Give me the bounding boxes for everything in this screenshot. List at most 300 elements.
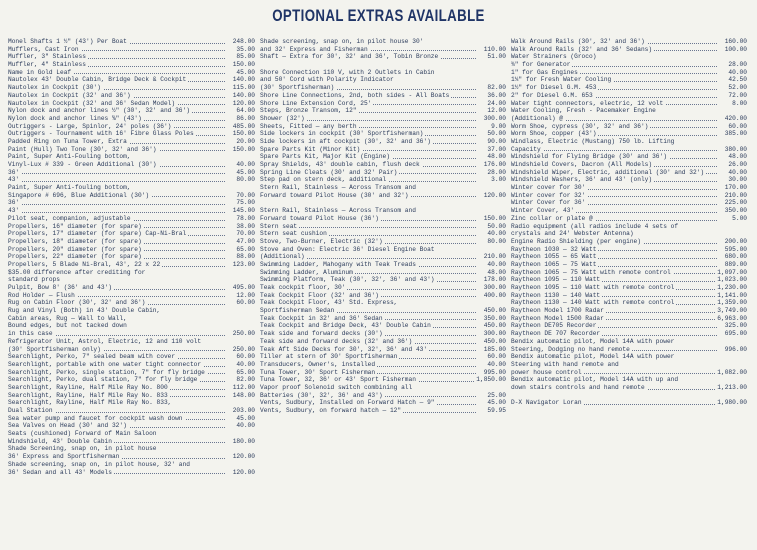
item-price: 25.00 (487, 391, 506, 399)
price-list-item (8, 176, 255, 184)
price-list-item (8, 469, 255, 477)
item-price: 350.00 (724, 207, 747, 215)
item-price: 1,850.00 (476, 376, 506, 384)
item-description: Worm Shoe, copper (43') (511, 130, 597, 138)
item-description: Tuna Tower, 32, 36' or 43' Sport Fisherman (260, 376, 416, 384)
item-price: 60.00 (728, 122, 747, 130)
item-description: Forward toward Pilot House (36') (260, 214, 379, 222)
item-description: Raytheon DE705 Recorder (511, 322, 597, 330)
item-price: 60.00 (236, 299, 255, 307)
item-price: 9.00 (491, 122, 506, 130)
item-description: Bendix automatic pilot, Model 14A with power (511, 353, 675, 361)
item-price: 50.00 (487, 222, 506, 230)
item-description: Raytheon 1130 — 140 Watt (511, 291, 601, 299)
item-description: Searchlight, Rayline, Half Mile Ray No. 833 (8, 391, 168, 399)
item-price: 120.00 (483, 191, 506, 199)
item-description: Radio equipment (all radios include 4 sets of (511, 222, 679, 230)
item-description: Propellers, 18" diameter (for spare) (8, 237, 142, 245)
price-list-item (260, 338, 506, 346)
price-list-item (260, 53, 506, 61)
item-price: 40.00 (728, 68, 747, 76)
item-price: 150.00 (232, 145, 255, 153)
price-list-item (260, 353, 506, 361)
price-list-item (260, 184, 506, 192)
item-description: Side lockers in aft cockpit (30', 32' and 36') (260, 137, 431, 145)
item-price: 380.00 (724, 145, 747, 153)
price-list-item (8, 407, 255, 415)
item-price: 325.00 (724, 322, 747, 330)
item-description: Water Strainers (Groco) (511, 53, 597, 61)
item-description: Windshield Wiper, Electric, additional (30' and 32') (511, 168, 705, 176)
item-price: 59.95 (487, 407, 506, 414)
column-3 (511, 38, 747, 407)
price-list-item (511, 353, 747, 361)
price-list-item (8, 399, 255, 407)
price-list-item (260, 223, 506, 231)
item-description: Shade screening, snap on, in pilot house, 32' and (8, 460, 190, 468)
price-list-item (8, 284, 255, 292)
item-description: ¾" for Generator (511, 61, 571, 69)
item-price: 1,359.00 (717, 299, 747, 307)
item-price: 680.00 (724, 253, 747, 261)
item-price: 140.00 (232, 76, 255, 84)
item-description: Steps, Bronze Transom, 12" (260, 107, 357, 115)
item-price: 112.00 (232, 383, 255, 391)
item-price: 120.00 (232, 468, 255, 476)
price-list-item (8, 215, 255, 223)
item-description: $35.00 difference after crediting for (8, 268, 146, 276)
price-list-item (260, 238, 506, 246)
price-list-item (8, 223, 255, 231)
item-description: Rod Holder — Flush (8, 291, 75, 299)
item-description: Monel Shafts 1 ½" (43') Per Boat (8, 38, 127, 45)
item-price: 65.00 (236, 245, 255, 253)
item-description: Vents, Sudbury, on forward hatch — 12" (260, 407, 402, 414)
item-description: Rug and Vinyl (Both) in 43' Double Cabin, (8, 307, 161, 315)
item-description: Vents, Sudbury, Installed on Forward Hatch — 9" (260, 399, 435, 407)
price-list-item (8, 138, 255, 146)
item-price: 996.00 (724, 345, 747, 353)
item-description: and 50' Cord with Polarity Indicator (260, 76, 394, 84)
item-price: 250.00 (232, 345, 255, 353)
item-description: 36' (8, 199, 20, 207)
item-description: crystals and 24' Webster Antenna) (511, 230, 634, 238)
item-description: Teak side and forward decks (30') (260, 330, 383, 338)
price-list-item (260, 38, 506, 46)
item-price: 45.00 (236, 68, 255, 76)
price-list-item (260, 130, 506, 138)
item-price: 160.00 (724, 38, 747, 45)
price-list-item (511, 261, 747, 269)
price-list-item (260, 153, 506, 161)
item-description: Searchlight, Perko, single station, 7" for fly bridge (8, 368, 205, 376)
item-description: Stern Rail, Stainless — Across Transom and (260, 184, 416, 192)
price-list-item (511, 123, 747, 131)
price-list-item (260, 69, 506, 77)
item-description: Spare Parts Kit (Minor Kit) (260, 145, 361, 153)
price-list-item (8, 169, 255, 177)
item-description: Raytheon DE 707 Recorder (511, 330, 601, 338)
item-description: Searchlight, Rayline, Half Mile Ray No. 833, (8, 399, 172, 407)
item-price: 248.00 (232, 38, 255, 45)
price-list-item (8, 376, 255, 384)
price-list-item (260, 361, 506, 369)
item-price: 40.00 (236, 422, 255, 430)
item-description: Raytheon 1095 — 110 Watt (511, 276, 601, 284)
price-list-item (511, 292, 747, 300)
item-description: Seats (cushioned) Forward of Main Saloon (8, 430, 157, 438)
price-list-item (8, 100, 255, 108)
price-list-item (511, 161, 747, 169)
item-description: 1½" for Diesel G.M. 453 (511, 84, 597, 92)
price-list-item (8, 61, 255, 69)
price-list-item (8, 461, 255, 469)
item-description: Windshield Washers, 36' and 43' (only) (511, 176, 653, 184)
item-description: Shore Line Extension Cord, 25' (260, 99, 372, 107)
item-description: Zinc collar or plate @ (511, 214, 593, 222)
item-price: 1,980.00 (717, 399, 747, 407)
item-description: Muffler, 4" Stainless (8, 61, 86, 69)
price-list-item (260, 169, 506, 177)
item-description: Paint, Super Anti-Fouling bottom, (8, 153, 131, 161)
price-list-item (8, 92, 255, 100)
item-description: 43' (8, 176, 20, 184)
item-price: 385.00 (724, 130, 747, 138)
item-description: Muffler, 3" Stainless (8, 53, 86, 61)
item-price: 82.00 (487, 84, 506, 92)
price-list-item (260, 84, 506, 92)
item-price: 47.00 (236, 237, 255, 245)
item-price: 595.00 (724, 245, 747, 253)
item-description: Outriggers - Tournament with 16' Fibre Glass Poles (8, 130, 194, 138)
price-list-item (511, 253, 747, 261)
item-price: 3.00 (491, 176, 506, 184)
price-list-item (511, 269, 747, 277)
item-price: 12.00 (236, 291, 255, 299)
item-description: Steering, Dodging no hand remote (511, 345, 630, 353)
item-price: 60.00 (236, 353, 255, 361)
price-list-item (8, 261, 255, 269)
price-list-item (8, 384, 255, 392)
item-description: Padded Ring on Tuna Tower, Extra (8, 137, 127, 145)
price-list-item (260, 92, 506, 100)
price-list-item (8, 445, 255, 453)
price-list-item (8, 207, 255, 215)
price-list-item (260, 61, 506, 69)
item-description: Windlass, Electric (Mustang) 750 lb. Lifting (511, 137, 675, 145)
price-list-item (8, 184, 255, 192)
item-price: 37.00 (487, 145, 506, 153)
price-list-item (260, 215, 506, 223)
item-price: 45.00 (487, 399, 506, 407)
price-list-item (260, 192, 506, 200)
price-list-item (8, 238, 255, 246)
item-description: Windshield, 43' Double Cabin (8, 437, 112, 445)
item-description: Water tight connectors, electric, 12 volt (511, 99, 664, 107)
price-list-item (511, 199, 747, 207)
price-list-item (511, 376, 747, 384)
item-description: Stern seat cushion (260, 230, 327, 238)
price-list-item (511, 315, 747, 323)
price-list-item (8, 84, 255, 92)
column-2 (260, 38, 506, 415)
price-list-item (511, 322, 747, 330)
price-list-item (8, 246, 255, 254)
price-list-item (511, 69, 747, 77)
price-list-item (511, 84, 747, 92)
item-description: Bound edges, but not tacked down (8, 322, 127, 330)
item-price: 420.00 (724, 114, 747, 122)
item-description: Pulpit, Bow 8' (36' and 43') (8, 284, 112, 291)
item-description: Sea Valves on Head (30' and 32') (8, 422, 127, 430)
price-list-item (260, 307, 506, 315)
item-price: 12.00 (487, 107, 506, 115)
price-list-item (260, 46, 506, 54)
price-list-item (511, 223, 747, 231)
item-price: 450.00 (483, 322, 506, 330)
item-price: 40.00 (487, 360, 506, 368)
item-price: 38.00 (236, 222, 255, 230)
item-price: 40.00 (487, 230, 506, 238)
item-description: 1¼" for Fresh Water Cooling (511, 76, 612, 84)
item-description: Stern Rail, Stainless — Across Transom and (260, 207, 416, 215)
price-list-item (511, 284, 747, 292)
item-description: Raytheon 1055 — 65 Watt (511, 253, 597, 261)
item-price: 145.00 (232, 207, 255, 215)
price-list-item (8, 53, 255, 61)
item-description: 36' (8, 168, 20, 176)
item-price: 140.00 (232, 91, 255, 99)
price-list-item (511, 369, 747, 377)
item-price: 48.00 (487, 268, 506, 276)
item-price: 150.00 (232, 61, 255, 69)
item-price: 180.00 (232, 437, 255, 445)
price-list-item (8, 453, 255, 461)
price-list-item (8, 369, 255, 377)
price-list-item (511, 92, 747, 100)
item-price: 300.00 (483, 284, 506, 291)
item-description: Tuna Tower, 30' Sport Fisherman (260, 368, 376, 376)
item-description: Walk Around Rails (30', 32' and 36') (511, 38, 645, 45)
item-description: Raytheon 1065 — 75 Watt (511, 260, 597, 268)
item-price: 48.00 (728, 153, 747, 161)
item-description: Winter cover for 32' (511, 191, 586, 199)
item-description: Stove, Two-Burner, Electric (32') (260, 237, 383, 245)
item-price: 40.00 (236, 360, 255, 368)
item-price: 150.00 (483, 214, 506, 222)
item-price: 60.00 (487, 353, 506, 361)
price-list-item (511, 276, 747, 284)
item-price: 170.00 (724, 184, 747, 192)
price-list-item (511, 346, 747, 354)
item-price: 86.00 (236, 114, 255, 122)
item-description: Teak side and forward decks (32' and 36') (260, 337, 413, 345)
item-price: 26.00 (728, 161, 747, 168)
item-description: Nautolex in Cockpit (30') (8, 84, 101, 92)
price-list-item (511, 399, 747, 407)
price-list-item (511, 146, 747, 154)
price-list-item (8, 322, 255, 330)
item-description: Sportfisherman Sedan (260, 307, 335, 315)
price-list-item (511, 130, 747, 138)
item-price: 75.00 (236, 199, 255, 207)
price-list-item (511, 392, 747, 400)
item-price: 148.00 (232, 391, 255, 399)
item-description: Searchlight, Rayline, Half Mile Ray No. 800 (8, 383, 168, 391)
item-description: 36' Express and Sportfisherman (8, 453, 120, 461)
price-list-item (260, 384, 506, 392)
item-description: Stern seat (260, 222, 298, 230)
price-list-item (8, 123, 255, 131)
price-list-item (260, 407, 506, 415)
item-description: Spray Shields, 43' double cabin, flush deck (260, 161, 420, 168)
price-list-item (8, 199, 255, 207)
item-description: Raytheon Model 1500 Radar (511, 314, 604, 322)
item-description: Worm Shoe, cypress (30', 32' and 36') (511, 122, 649, 130)
item-price: 400.00 (483, 291, 506, 299)
item-description: Propellers, 17" diameter (for spare) Cap-Ni-Bral (8, 230, 187, 238)
item-price: 203.00 (232, 407, 255, 414)
item-price: 30.00 (728, 176, 747, 184)
item-description: Paint (Hull) Two Tone (30', 32' and 36') (8, 145, 157, 153)
item-price: 889.00 (724, 260, 747, 268)
price-list-item (260, 299, 506, 307)
price-list-item (511, 38, 747, 46)
item-description: Searchlight, Perko, 7" sealed beam with cover (8, 353, 176, 361)
item-price: 8.00 (732, 99, 747, 107)
price-list-item (260, 76, 506, 84)
item-price: 45.00 (236, 414, 255, 422)
item-description: Stove and Oven: Electric 36' Diesel Engine Boat (260, 245, 435, 253)
item-price: 28.00 (487, 168, 506, 176)
item-description: Teak Cockpit Floor (32' and 36') (260, 291, 379, 299)
price-list-item (260, 123, 506, 131)
price-list-item (8, 192, 255, 200)
price-list-item (511, 246, 747, 254)
price-list-item (8, 253, 255, 261)
item-description: Nautolex 43' Double Cabin, Bridge Deck & Cockpit (8, 76, 187, 84)
item-description: Raytheon Model 1700 Radar (511, 307, 604, 315)
item-description: Propellers, 22" diameter (for spare) (8, 253, 142, 261)
item-price: 40.00 (236, 161, 255, 168)
item-description: 36' Sedan and all 43' Models (8, 468, 112, 476)
item-description: Bendix automatic pilot, Model 14A with up and (511, 376, 679, 384)
item-price: 24.00 (487, 99, 506, 107)
item-description: Capacity (511, 145, 541, 153)
item-description: Winter cover for 30' (511, 184, 586, 192)
item-description: Dual Station (8, 407, 53, 414)
item-price: 3,749.00 (717, 307, 747, 315)
item-description: Winter Cover for 36' (511, 199, 586, 207)
item-price: 80.00 (487, 237, 506, 245)
price-list-item (511, 192, 747, 200)
item-description: Rug on Cabin Floor (30', 32' and 36') (8, 299, 146, 307)
price-list-item (8, 230, 255, 238)
item-description: Singapore # 696, Blue Additional (30') (8, 191, 150, 199)
item-price: 300.00 (483, 114, 506, 122)
item-description: Outriggers - Large, Spinlor, 24' poles (36') (8, 122, 172, 130)
item-description: Shore Line Connections, 2nd, both sides - All Boats (260, 91, 450, 99)
item-description: Raytheon 1065 — 75 Watt with remote control (511, 268, 671, 276)
column-1 (8, 38, 255, 476)
price-list-item (511, 338, 747, 346)
item-description: (Additional) (260, 253, 305, 261)
item-price: 5.00 (732, 214, 747, 222)
item-price: 300.00 (483, 330, 506, 338)
item-price: 225.00 (724, 199, 747, 207)
price-list-item (260, 369, 506, 377)
item-price: 70.00 (236, 191, 255, 199)
item-description: Shaft — Extra for 30', 32' and 36', Tobin Bronze (260, 53, 439, 61)
item-price: 90.00 (487, 137, 506, 145)
item-description: Tiller at stern of 30' Sportfisherman (260, 353, 398, 361)
item-price: 80.00 (236, 176, 255, 184)
item-price: 695.00 (724, 330, 747, 338)
item-description: Forward toward Pilot House (30' and 32') (260, 191, 409, 199)
item-price: 350.00 (483, 314, 506, 322)
item-description: D-X Navigator Loran (511, 399, 582, 407)
item-description: Shade screening, snap on, in pilot house 30' (260, 38, 424, 45)
price-list-item (511, 53, 747, 61)
price-list-item (260, 269, 506, 277)
price-list-item (511, 176, 747, 184)
item-price: 45.00 (236, 168, 255, 176)
item-price: 72.00 (728, 91, 747, 99)
item-price: 65.00 (236, 368, 255, 376)
price-list-item (8, 299, 255, 307)
item-price: 185.00 (483, 345, 506, 353)
item-price: 48.00 (487, 153, 506, 161)
item-price: 64.00 (236, 107, 255, 115)
price-list-item (260, 146, 506, 154)
price-list-item (8, 161, 255, 169)
item-description: Propellers, 16" diameter (for spare) (8, 222, 142, 230)
item-price: 88.00 (236, 253, 255, 261)
price-list-item (260, 292, 506, 300)
item-description: Raytheon 1130 — 140 Watt with remote control (511, 299, 675, 307)
price-list-item (8, 115, 255, 123)
price-list-item (260, 253, 506, 261)
price-list-item (8, 338, 255, 346)
item-description: Batteries (30', 32', 36' and 43') (260, 391, 383, 399)
item-description: Spare Parts Kit, Major Kit (Engine) (260, 153, 390, 161)
item-description: Teak Cockpit Floor, 43' Std. Express, (260, 299, 398, 307)
price-list-item (260, 276, 506, 284)
price-list-item (8, 38, 255, 46)
item-price: 995.00 (483, 368, 506, 376)
price-list-item (511, 153, 747, 161)
item-description: Swimming Ladder, Aluminum (260, 268, 353, 276)
item-description: Nylon dock and anchor lines ½" (30', 32' and 36') (8, 107, 190, 115)
price-list-item (260, 392, 506, 400)
item-description: Refrigerator Unit, Astrol, Electric, 12 and 110 volt (8, 337, 202, 345)
item-price: 210.00 (483, 253, 506, 261)
price-list-item (260, 399, 506, 407)
item-description: Teak Aft Side Decks for 30', 32', 36' and 43' (260, 345, 428, 353)
price-list-item (8, 146, 255, 154)
item-description: Searchlight, portable with one water tight connector (8, 360, 202, 368)
price-list-item (8, 292, 255, 300)
price-list-item (511, 115, 747, 123)
item-description: Nautolex in Cockpit (32' and 36' Sedan Model) (8, 99, 176, 107)
item-description: and 32' Express and Fisherman (260, 45, 368, 53)
price-list-item (8, 392, 255, 400)
item-price: 110.00 (483, 45, 506, 53)
price-list-item (511, 215, 747, 223)
item-price: 123.00 (232, 260, 255, 268)
price-list-item (8, 415, 255, 423)
price-list-item (8, 269, 255, 277)
